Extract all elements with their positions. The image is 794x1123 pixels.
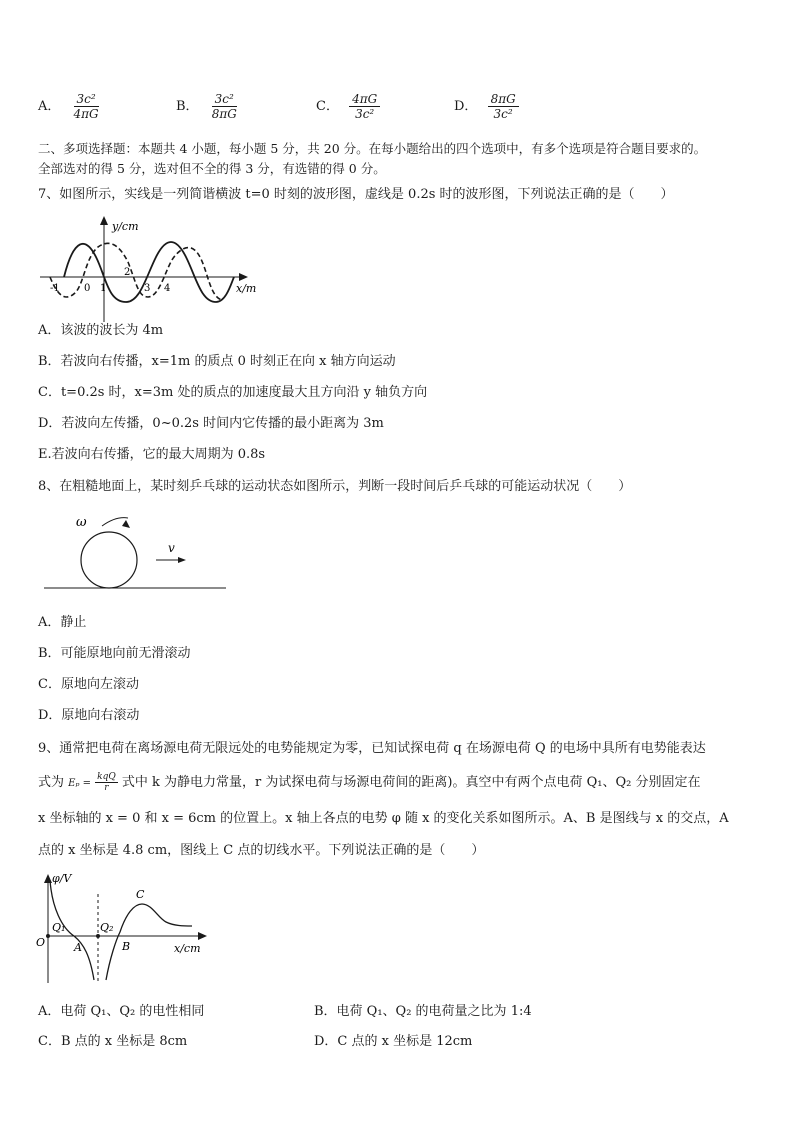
q9-line3: x 坐标轴的 x = 0 和 x = 6cm 的位置上。x 轴上各点的电势 φ 随 x 的变化关系如图所示。A、B 是图线与 x 的交点，A (38, 811, 729, 826)
q6-option-b: B． $\frac{\text{3c²}}{8\pi G}$ (176, 92, 240, 121)
q9-origin-label: O (36, 936, 46, 949)
q9-option-d: D．C 点的 x 坐标是 12cm (314, 1034, 473, 1049)
q6-option-b-fraction: $\frac{\text{3c²}}{8\pi G}$ (211, 92, 237, 121)
q7-x-label: x/m (236, 282, 257, 295)
q7-y-arrow (100, 216, 108, 225)
q9-c-label: C (136, 888, 145, 901)
q8-option-d: D．原地向右滚动 (38, 708, 140, 723)
q9-b-label: B (122, 940, 131, 953)
q8-option-b: B．可能原地向前无滑滚动 (38, 646, 191, 661)
q9-q2-point (96, 934, 100, 938)
q8-velocity-arrowhead (178, 557, 186, 563)
q7-dashed-wave (50, 243, 222, 300)
q9-x-arrow (198, 932, 207, 940)
q9-line1: 9、通常把电荷在离场源电荷无限远处的电势能规定为零，已知试探电荷 q 在场源电荷 Q 的电场中具所有电势能表达 (38, 741, 706, 756)
q8-omega-label: ω (76, 515, 87, 530)
q8-stem: 8、在粗糙地面上，某时刻乒乓球的运动状态如图所示，判断一段时间后乒乓球的可能运动状况（ ） (38, 479, 632, 494)
q7-wave-figure (36, 212, 268, 324)
q9-line2-pre: 式为 (38, 775, 65, 790)
q7-option-c: C．t=0.2s 时，x=3m 处的质点的加速度最大且方向沿 y 轴负方向 (38, 385, 428, 400)
q9-q2-label: Q₂ (100, 921, 114, 934)
q6-option-a: A． $\frac{\text{3c²}}{4\pi G}$ (38, 92, 102, 121)
q9-line2-post: 式中 k 为静电力常量，r 为试探电荷与场源电荷间的距离)。真空中有两个点电荷 Q₁、Q₂ 分别固定在 (121, 775, 701, 790)
q9-a-label: A (74, 941, 82, 954)
q7-option-d: D．若波向左传播，0~0.2s 时间内它传播的最小距离为 3m (38, 416, 384, 431)
q9-formula-fraction: $\frac{\text{kqQ}}{r}$ (97, 772, 116, 793)
q9-line4: 点的 x 坐标是 4.8 cm，图线上 C 点的切线水平。下列说法正确的是（ ） (38, 843, 485, 858)
q6-option-c-fraction: $\frac{4\pi G}{\text{3c²}}$ (349, 92, 380, 121)
q8-option-c: C．原地向左滚动 (38, 677, 139, 692)
q8-option-a: A．静止 (38, 615, 87, 630)
q9-option-a: A．电荷 Q₁、Q₂ 的电性相同 (38, 1004, 205, 1019)
q9-origin-point (46, 934, 50, 938)
q9-y-label: φ/V (52, 872, 72, 885)
q7-tick-0: 0 (84, 283, 91, 294)
q9-line2 (38, 770, 700, 797)
q7-x-arrow (239, 273, 248, 281)
q7-tick-4: 4 (164, 283, 171, 294)
q9-option-c: C．B 点的 x 坐标是 8cm (38, 1034, 188, 1049)
q6-option-c: C． $\frac{4\pi G}{\text{3c²}}$ (316, 92, 380, 121)
q7-option-b: B．若波向右传播，x=1m 的质点 0 时刻正在向 x 轴方向运动 (38, 354, 396, 369)
q7-option-a: A．该波的波长为 4m (38, 323, 164, 338)
q7-tick-minus1: -1 (50, 283, 60, 294)
q9-formula-lhs: Eₚ = (68, 778, 92, 789)
q8-ball-figure (44, 506, 234, 598)
q6-option-d-fraction: $\frac{8\pi G}{\text{3c²}}$ (488, 92, 519, 121)
q7-option-e: E.若波向右传播，它的最大周期为 0.8s (38, 447, 266, 462)
q8-rotation-arrowhead (122, 520, 130, 528)
section2-line2: 全部选对的得 5 分，选对但不全的得 3 分，有选错的得 0 分。 (38, 161, 386, 176)
section2-line1: 二、多项选择题：本题共 4 小题，每小题 5 分，共 20 分。在每小题给出的四个选项中，有多个选项是符合题目要求的。 (38, 141, 707, 156)
q6-option-a-fraction: $\frac{\text{3c²}}{4\pi G}$ (73, 92, 99, 121)
q9-x-label: x/cm (174, 942, 201, 955)
q9-q1-label: Q₁ (52, 921, 66, 934)
q9-option-b: B．电荷 Q₁、Q₂ 的电荷量之比为 1:4 (314, 1004, 532, 1019)
q9-potential-figure (32, 868, 214, 986)
q7-tick-2: 2 (124, 267, 131, 278)
q7-tick-3: 3 (144, 283, 151, 294)
q8-v-label: v (168, 541, 175, 555)
q7-y-label: y/cm (112, 220, 139, 233)
q6-option-d: D． $\frac{8\pi G}{\text{3c²}}$ (454, 92, 519, 121)
q9-y-arrow (44, 874, 52, 883)
q7-stem: 7、如图所示，实线是一列简谐横波 t=0 时刻的波形图，虚线是 0.2s 时的波形图，下列说法正确的是（ ） (38, 187, 674, 202)
q7-tick-1: 1 (100, 283, 107, 294)
q8-ball (81, 532, 137, 588)
